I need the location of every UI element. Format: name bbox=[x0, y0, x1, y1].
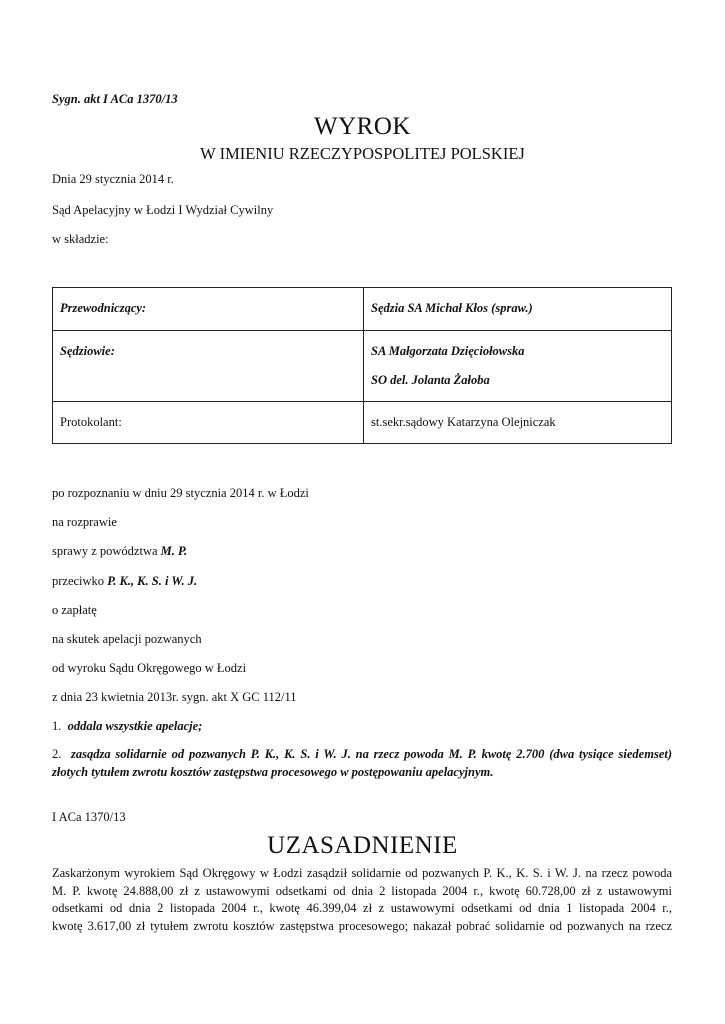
date-line: Dnia 29 stycznia 2014 r. bbox=[52, 172, 174, 186]
ruling-item-text: oddala wszystkie apelacje; bbox=[67, 719, 203, 733]
justification-line: kwotę 3.617,00 zł tytułem zwrotu kosztów zastępstwa procesowego; nakazał pobrać solidarnie od pozwanych na rzecz bbox=[52, 918, 672, 933]
document-title: WYROK bbox=[314, 113, 411, 140]
proceedings-line: z dnia 23 kwietnia 2013r. sygn. akt X GC 112/11 bbox=[52, 690, 297, 704]
judges-label: Sędziowie: bbox=[60, 344, 115, 358]
plaintiff-line bbox=[52, 544, 187, 559]
ruling-item-1 bbox=[52, 718, 672, 736]
justification-line: Zaskarżonym wyrokiem Sąd Okręgowy w Łodzi zasądził solidarnie od pozwanych P. K., K. S. i W. J. na rzecz powoda bbox=[52, 866, 672, 880]
plaintiff-prefix: sprawy z powództwa bbox=[52, 544, 161, 558]
presiding-value: Sędzia SA Michał Kłos (spraw.) bbox=[371, 301, 533, 315]
court-panel-table bbox=[52, 287, 672, 444]
justification-line: odsetkami od dnia 2 listopada 2004 r., kwotę 46.399,04 zł z ustawowymi odsetkami od dnia 1 listopada 2004 r., bbox=[52, 901, 672, 915]
defendants-names: P. K., K. S. i W. J. bbox=[107, 574, 198, 588]
judge-1: SA Małgorzata Dzięciołowska bbox=[371, 344, 525, 358]
case-reference: Sygn. akt I ACa 1370/13 bbox=[52, 92, 178, 106]
proceedings-line: o zapłatę bbox=[52, 603, 97, 617]
table-row-divider bbox=[53, 401, 671, 402]
document-subtitle: W IMIENIU RZECZYPOSPOLITEJ POLSKIEJ bbox=[200, 144, 525, 163]
court-line: Sąd Apelacyjny w Łodzi I Wydział Cywilny bbox=[52, 203, 274, 217]
plaintiff-name: M. P. bbox=[160, 544, 188, 558]
presiding-label: Przewodniczący: bbox=[60, 301, 147, 315]
clerk-label: Protokolant: bbox=[60, 415, 122, 429]
defendants-prefix: przeciwko bbox=[52, 574, 108, 588]
composition-line: w składzie: bbox=[52, 232, 109, 246]
ruling-item-number: 1. bbox=[52, 719, 62, 733]
ruling-item-text: zasądza solidarnie od pozwanych P. K., K. S. i W. J. na rzecz powoda M. P. kwotę 2.700 (dwa tysiące siedemset) złotych tytułem zwrotu kosztów zastępstwa procesowego w postępowaniu apelacyjnym. bbox=[52, 747, 672, 779]
table-row-divider bbox=[53, 330, 671, 331]
case-reference-2: I ACa 1370/13 bbox=[52, 810, 126, 824]
table-column-divider bbox=[363, 288, 364, 443]
proceedings-line: po rozpoznaniu w dniu 29 stycznia 2014 r. w Łodzi bbox=[52, 486, 309, 500]
justification-heading: UZASADNIENIE bbox=[267, 832, 458, 859]
clerk-value: st.sekr.sądowy Katarzyna Olejniczak bbox=[371, 415, 556, 429]
proceedings-line: od wyroku Sądu Okręgowego w Łodzi bbox=[52, 661, 247, 675]
justification-line: M. P. kwotę 24.888,00 zł z ustawowymi odsetkami od dnia 2 listopada 2004 r., kwotę 60.728,00 zł z ustawowymi bbox=[52, 883, 672, 898]
defendants-line bbox=[52, 574, 197, 589]
ruling-item-number: 2. bbox=[52, 747, 62, 761]
proceedings-line: na rozprawie bbox=[52, 515, 117, 529]
proceedings-line: na skutek apelacji pozwanych bbox=[52, 632, 202, 646]
justification-paragraph bbox=[52, 865, 672, 935]
judge-2: SO del. Jolanta Żałoba bbox=[371, 373, 490, 387]
ruling-item-2 bbox=[52, 746, 672, 781]
